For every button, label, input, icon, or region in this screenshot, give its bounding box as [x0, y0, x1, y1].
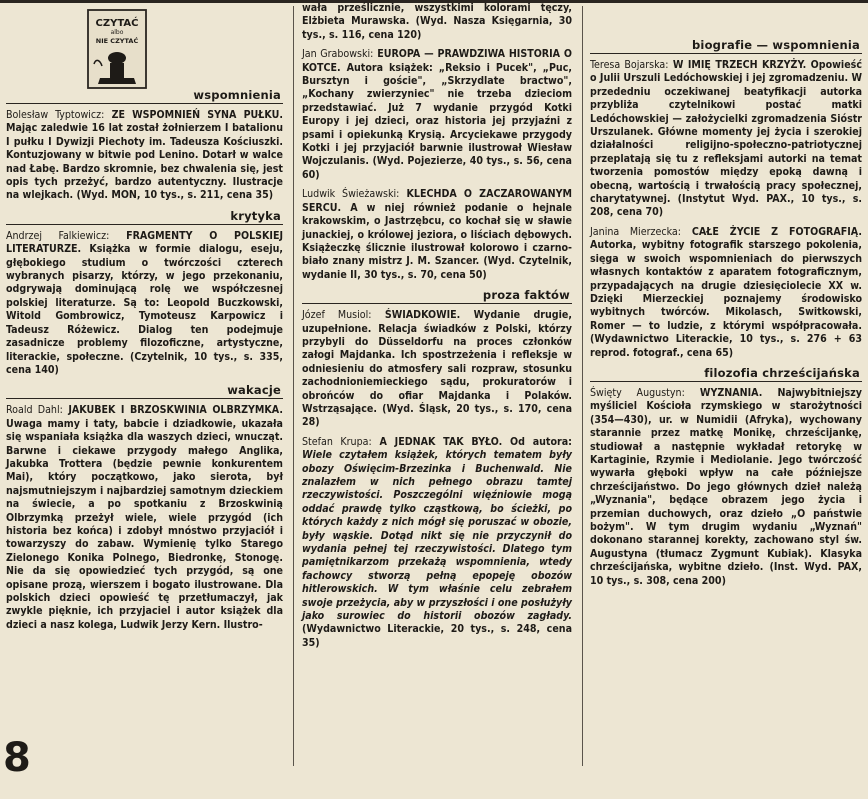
book-review [590, 387, 862, 588]
column-1 [6, 0, 283, 638]
book-review [6, 230, 283, 377]
review-publication: (Inst. Wyd. PAX, 10 tys., s. 308, cena 200) [590, 561, 862, 587]
section-header: krytyka [6, 209, 283, 225]
review-body: Uwaga mamy i taty, babcie i dziadkowie, ukazała się wspaniała książka dla waszych dzieci, wnucząt. Barwne i ciekawe przygody małego Anglika, Jakubka Trottera (będzie pewnie konkurentem Mai), który początkowo, jako sierota, był najsmutniejszym i najbardziej samotnym dzieckiem na świecie, a po spotkaniu z Brzoskwinią Olbrzymką przeżył wiele, wiele przygód (ich historia bez końca) i zdobył mnóstwo przyjaciół i towarzyszy do zabaw. Wymienię tylko Starego Zielonego Konika Polnego, Biedronkę, Stonogę. Nie da się opowiedzieć tych przygód, są one opisane prozą, wierszem i bogato ilustrowane. Dla polskich dzieci opowieść tę przetłumaczył, jak zwykle pięknie, ich przyjaciel i autor książek dla dzieci a nasz kolega, Ludwik Jerzy Kern. Ilustro- [6, 417, 283, 631]
review-body: Autora książek: „Reksio i Pucek", „Puc, Bursztyn i goście", „Skrzydlate bractwo", „Kochany zwierzyniec" nie trzeba dzieciom przedstawiać. Już 7 wydanie przygód Kotki Europy i jej dzieci, oraz historia jej przyjaźni z psami i opiekunką Krysią. Arcyciekawe przygody Kotki i jej przyjaciół barwnie ilustrował Wiesław Wojczulanis. [302, 61, 572, 168]
review-title: WYZNANIA. [699, 386, 763, 399]
review-body: Najwybitniejszy myśliciel Kościoła rzymskiego w starożytności (354—430), ur. w Numidii (Afryka), wychowany starannie przez matkę Monikę, chrześcijankę, studiował a następnie wykładał retorykę w Kartaginie, Rzymie i Mediolanie. Jego twórczość wywarła głęboki wpływ na całe późniejsze chrześcijaństwo. Do jego głównych dzieł należą „Wyznania", będące obrazem jego życia i przemian duchowych, oraz dzieło „O państwie bożym". W tym drugim wydaniu „Wyznań" dokonano starannej korekty, zachowano styl św. Augustyna (tłumacz Zygmunt Kubiak). Klasyka chrześcijańska, wybitne dzieło. [590, 386, 862, 574]
review-title: ŚWIADKOWIE. [384, 309, 461, 322]
review-publication: (Wyd. Nasza Księgarnia, 30 tys., s. 116, cena 120) [302, 15, 572, 41]
column-3 [590, 0, 862, 594]
book-review [302, 2, 572, 42]
review-body: Mając zaledwie 16 lat został żołnierzem I batalionu I pułku I Dywizji Piechoty im. Tadeusza Kościuszki. Kontuzjowany w bitwie pod Lenino. Dotarł w walce nad Łabę. Bardzo skromnie, bez chwalenia się, jest opis tych przeżyć, bardzo autentyczny. Ilustracje na wlejkach. [6, 122, 283, 202]
page-number: 8 [3, 735, 31, 781]
review-quote: Wiele czytałem książek, których tematem były obozy Oświęcim-Brzezinka i Buchenwald. Nie znalazłem w nich pełnego obrazu tamtej rzeczywistości. Poszczególni więźniowie mogą oddać prawdę tylko cząstkową, bo ścieżki, po których każdy z nich mógł się poruszać w obozie, były wąskie. Dotąd nikt się nie przyczynił do wydania pełnej tej rzeczywistości. Dlatego tym pamiętnikarzom przekażą wspomnienia, wtedy fachowcy stworzą pełną epopeję obozów hitlerowskich. W tym właśnie celu zebrałem swoje przeżycia, aby w przyszłości i one posłużyły jako surowiec do historii obozów zagłady. [302, 449, 572, 623]
review-publication: (Wyd. Śląsk, 20 tys., s. 170, cena 28) [302, 402, 573, 429]
review-publication: (Czytelnik, 10 tys., s. 335, cena 140) [6, 350, 283, 376]
book-review [6, 404, 283, 632]
review-publication: (Wydawnictwo Literackie, 20 tys., s. 248, cena 35) [302, 623, 572, 649]
book-review [302, 188, 572, 282]
section-header: wakacje [6, 383, 283, 399]
review-author: Stefan Krupa: [302, 435, 372, 448]
review-author: Święty Augustyn: [590, 386, 685, 399]
column-divider-1 [293, 6, 294, 766]
column-divider-2 [582, 6, 583, 766]
svg-text:CZYTAĆ: CZYTAĆ [95, 18, 139, 29]
review-author: Teresa Bojarska: [590, 59, 669, 71]
column-2 [302, 0, 572, 656]
review-author: Andrzej Falkiewicz: [6, 229, 110, 242]
review-title: CAŁE ŻYCIE Z FOTOGRAFIĄ. [691, 225, 862, 238]
svg-text:albo: albo [110, 29, 124, 36]
section-header: proza faktów [302, 288, 572, 304]
book-review [302, 436, 572, 651]
svg-text:NIE CZYTAĆ: NIE CZYTAĆ [95, 37, 139, 45]
review-author: Bolesław Typtowicz: [6, 109, 105, 121]
review-author: Roald Dahl: [6, 404, 63, 417]
review-author: Ludwik Świeżawski: [302, 188, 400, 201]
book-review [590, 226, 862, 360]
review-body: Od autora: [510, 435, 572, 448]
review-title: W IMIĘ TRZECH KRZYŻY. [672, 59, 807, 71]
review-publication: (Wyd. Czytelnik, wydanie II, 30 tys., s. 70, cena 50) [302, 255, 572, 281]
review-body: Wydanie drugie, uzupełnione. Relacja świadków z Polski, którzy przybyli do Düsseldorfu na proces członków załogi Majdanka. Ich spostrzeżenia i refleksje w odniesieniu do atmosfery sali rozpraw, stosunku zachodnioniemieckiego sądu, prokuratorów i obrońców do ofiar Majdanka i Polaków. Wstrząsające. [302, 309, 572, 415]
review-body: A w niej również podanie o hejnale krakowskim, o Jastrzębcu, co kochał się w sławie junackiej, o królowej jeziora, o liściach dębowych. Książeczkę ślicznie ilustrował kolorowo i czarno-biało znany mistrz J. M. Szancer. [302, 201, 572, 268]
review-title: KLECHDA O ZACZAROWANYM SERCU. [302, 188, 572, 214]
review-publication: (Wyd. Pojezierze, 40 tys., s. 56, cena 60) [302, 155, 572, 181]
review-title: A JEDNAK TAK BYŁO. [379, 435, 503, 448]
book-review [302, 48, 572, 182]
book-review [590, 59, 862, 220]
book-review [302, 309, 572, 430]
section-header: filozofia chrześcijańska [590, 366, 862, 382]
review-title: ZE WSPOMNIEŃ SYNA PUŁKU. [111, 109, 283, 121]
review-title: JAKUBEK I BRZOSKWINIA OLBRZYMKA. [68, 404, 283, 417]
review-body: Opowieść o Julii Urszuli Ledóchowskiej i jej zgromadzeniu. W przededniu oczekiwanej beatyfikacji autorka przybliża czytelnikowi postać matki Ledóchowskiej — założycielki zgromadzenia Sióstr Urszulanek. Główne momenty jej życia i szerokiej działalności religijno-społeczno-patriotycznej przeplatają się tu z refleksjami autorki na temat tworzenia pomostów między epoką dawną i obecną, wartością i trwałością pracy społecznej, charytatywnej. [590, 59, 862, 206]
review-publication: (Wyd. MON, 10 tys., s. 211, cena 35) [76, 189, 274, 202]
review-author: Jan Grabowski: [302, 48, 374, 61]
review-publication: (Wydawnictwo Literackie, 10 tys., s. 276 + 63 reprod. fotograf., cena 65) [590, 333, 862, 359]
review-body: Autorka, wybitny fotografik starszego pokolenia, sięga w swoich wspomnieniach do pierwszych własnych kontaktów z aparatem fotograficznym, przypadających na drugie dziesięciolecie XX w. Dzięki Mierzeckiej poznajemy środowisko wybitnych twórców. Mikolasch, Switkowski, Romer — to ludzie, z którymi współpracowała. [590, 239, 862, 332]
review-title: FRAGMENTY O POLSKIEJ LITERATURZE. [6, 229, 283, 256]
book-review [6, 109, 283, 203]
review-author: Józef Musiol: [302, 309, 372, 322]
review-body: Książka w formie dialogu, eseju, głębokiego studium o twórczości czterech wybranych pisarzy, którzy, w jego przekonaniu, odgrywają dominującą rolę we współczesnej polskiej literaturze. Są to: Leopold Buczkowski, Witold Gombrowicz, Tymoteusz Karpowicz i Tadeusz Różewicz. Dialog ten podejmuje zasadnicze problemy filozoficzne, artystyczne, literackie, społeczne. [6, 243, 283, 363]
section-header: wspomnienia [6, 88, 283, 104]
review-body: wała prześlicznie, wszystkimi kolorami tęczy, Elżbieta Murawska. [302, 2, 572, 28]
review-title: EUROPA — PRAWDZIWA HISTORIA O KOTCE. [302, 48, 572, 74]
section-header: biografie — wspomnienia [590, 38, 862, 54]
review-author: Janina Mierzecka: [590, 225, 681, 238]
review-publication: (Instytut Wyd. PAX., 10 tys., s. 208, cena 70) [590, 193, 862, 219]
